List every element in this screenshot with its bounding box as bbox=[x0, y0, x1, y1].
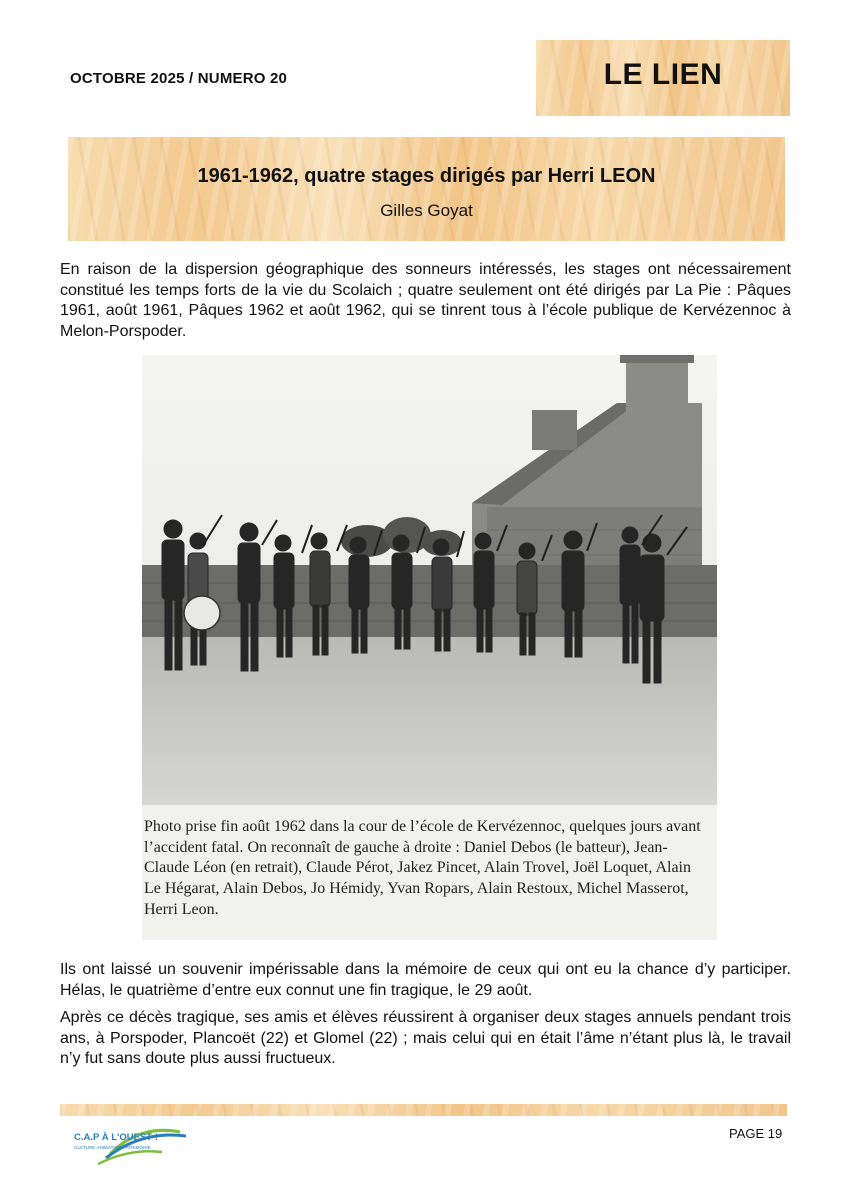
brand-title: LE LIEN bbox=[603, 58, 723, 91]
paragraph-stages: Après ce décès tragique, ses amis et élèves réussirent à organiser deux stages annuels pendant trois ans, à Porspoder, Plancoët (22) et Glomel (22) ; mais celui qui en était l’âme n’étant plus là, le travail n’y fut sans doute plus aussi fructueux. bbox=[60, 1009, 791, 1067]
intro-paragraph: En raison de la dispersion géographique des sonneurs intéressés, les stages ont nécessairement constitué les temps forts de la vie du Scolaich ; quatre seulement ont été dirigés par La Pie : Pâques 1961, août 1961, Pâques 1962 et août 1962, qui se tinrent tous à l’école publique de Kervézennoc à Melon-Porspoder. bbox=[60, 261, 791, 340]
article-author: Gilles Goyat bbox=[380, 201, 473, 220]
issue-line: OCTOBRE 2025 / NUMERO 20 bbox=[70, 70, 288, 87]
cap-a-louest-logo bbox=[70, 1118, 220, 1168]
logo-tagline: CULTURE ANIMATION PATRIMOINE bbox=[74, 1145, 151, 1150]
brand-banner bbox=[536, 40, 790, 116]
article-title: 1961-1962, quatre stages dirigés par Herri LEON bbox=[197, 165, 656, 187]
page-number: PAGE 19 bbox=[729, 1126, 783, 1141]
footer-bar bbox=[60, 1104, 787, 1116]
title-banner bbox=[68, 137, 785, 241]
logo-name: C.A.P À L'OUEST ! bbox=[74, 1132, 158, 1143]
bagpipers-photo bbox=[142, 355, 717, 805]
photo-caption: Photo prise fin août 1962 dans la cour de l’école de Kervézennoc, quelques jours avant l’accident fatal. On reconnaît de gauche à droite : Daniel Debos (le batteur), Jean-Claude Léon (en retrait), Claude Pérot, Jakez Pincet, Alain Trovel, Joël Loquet, Alain Le Hégarat, Alain Debos, Jo Hémidy, Yvan Ropars, Alain Restoux, Michel Masserot, Herri Leon. bbox=[144, 818, 701, 918]
paragraph-souvenir: Ils ont laissé un souvenir impérissable dans la mémoire de ceux qui ont eu la chance d’y participer. Hélas, le quatrième d’entre eux connut une fin tragique, le 29 août. bbox=[60, 961, 791, 999]
photo-figure bbox=[142, 355, 717, 940]
